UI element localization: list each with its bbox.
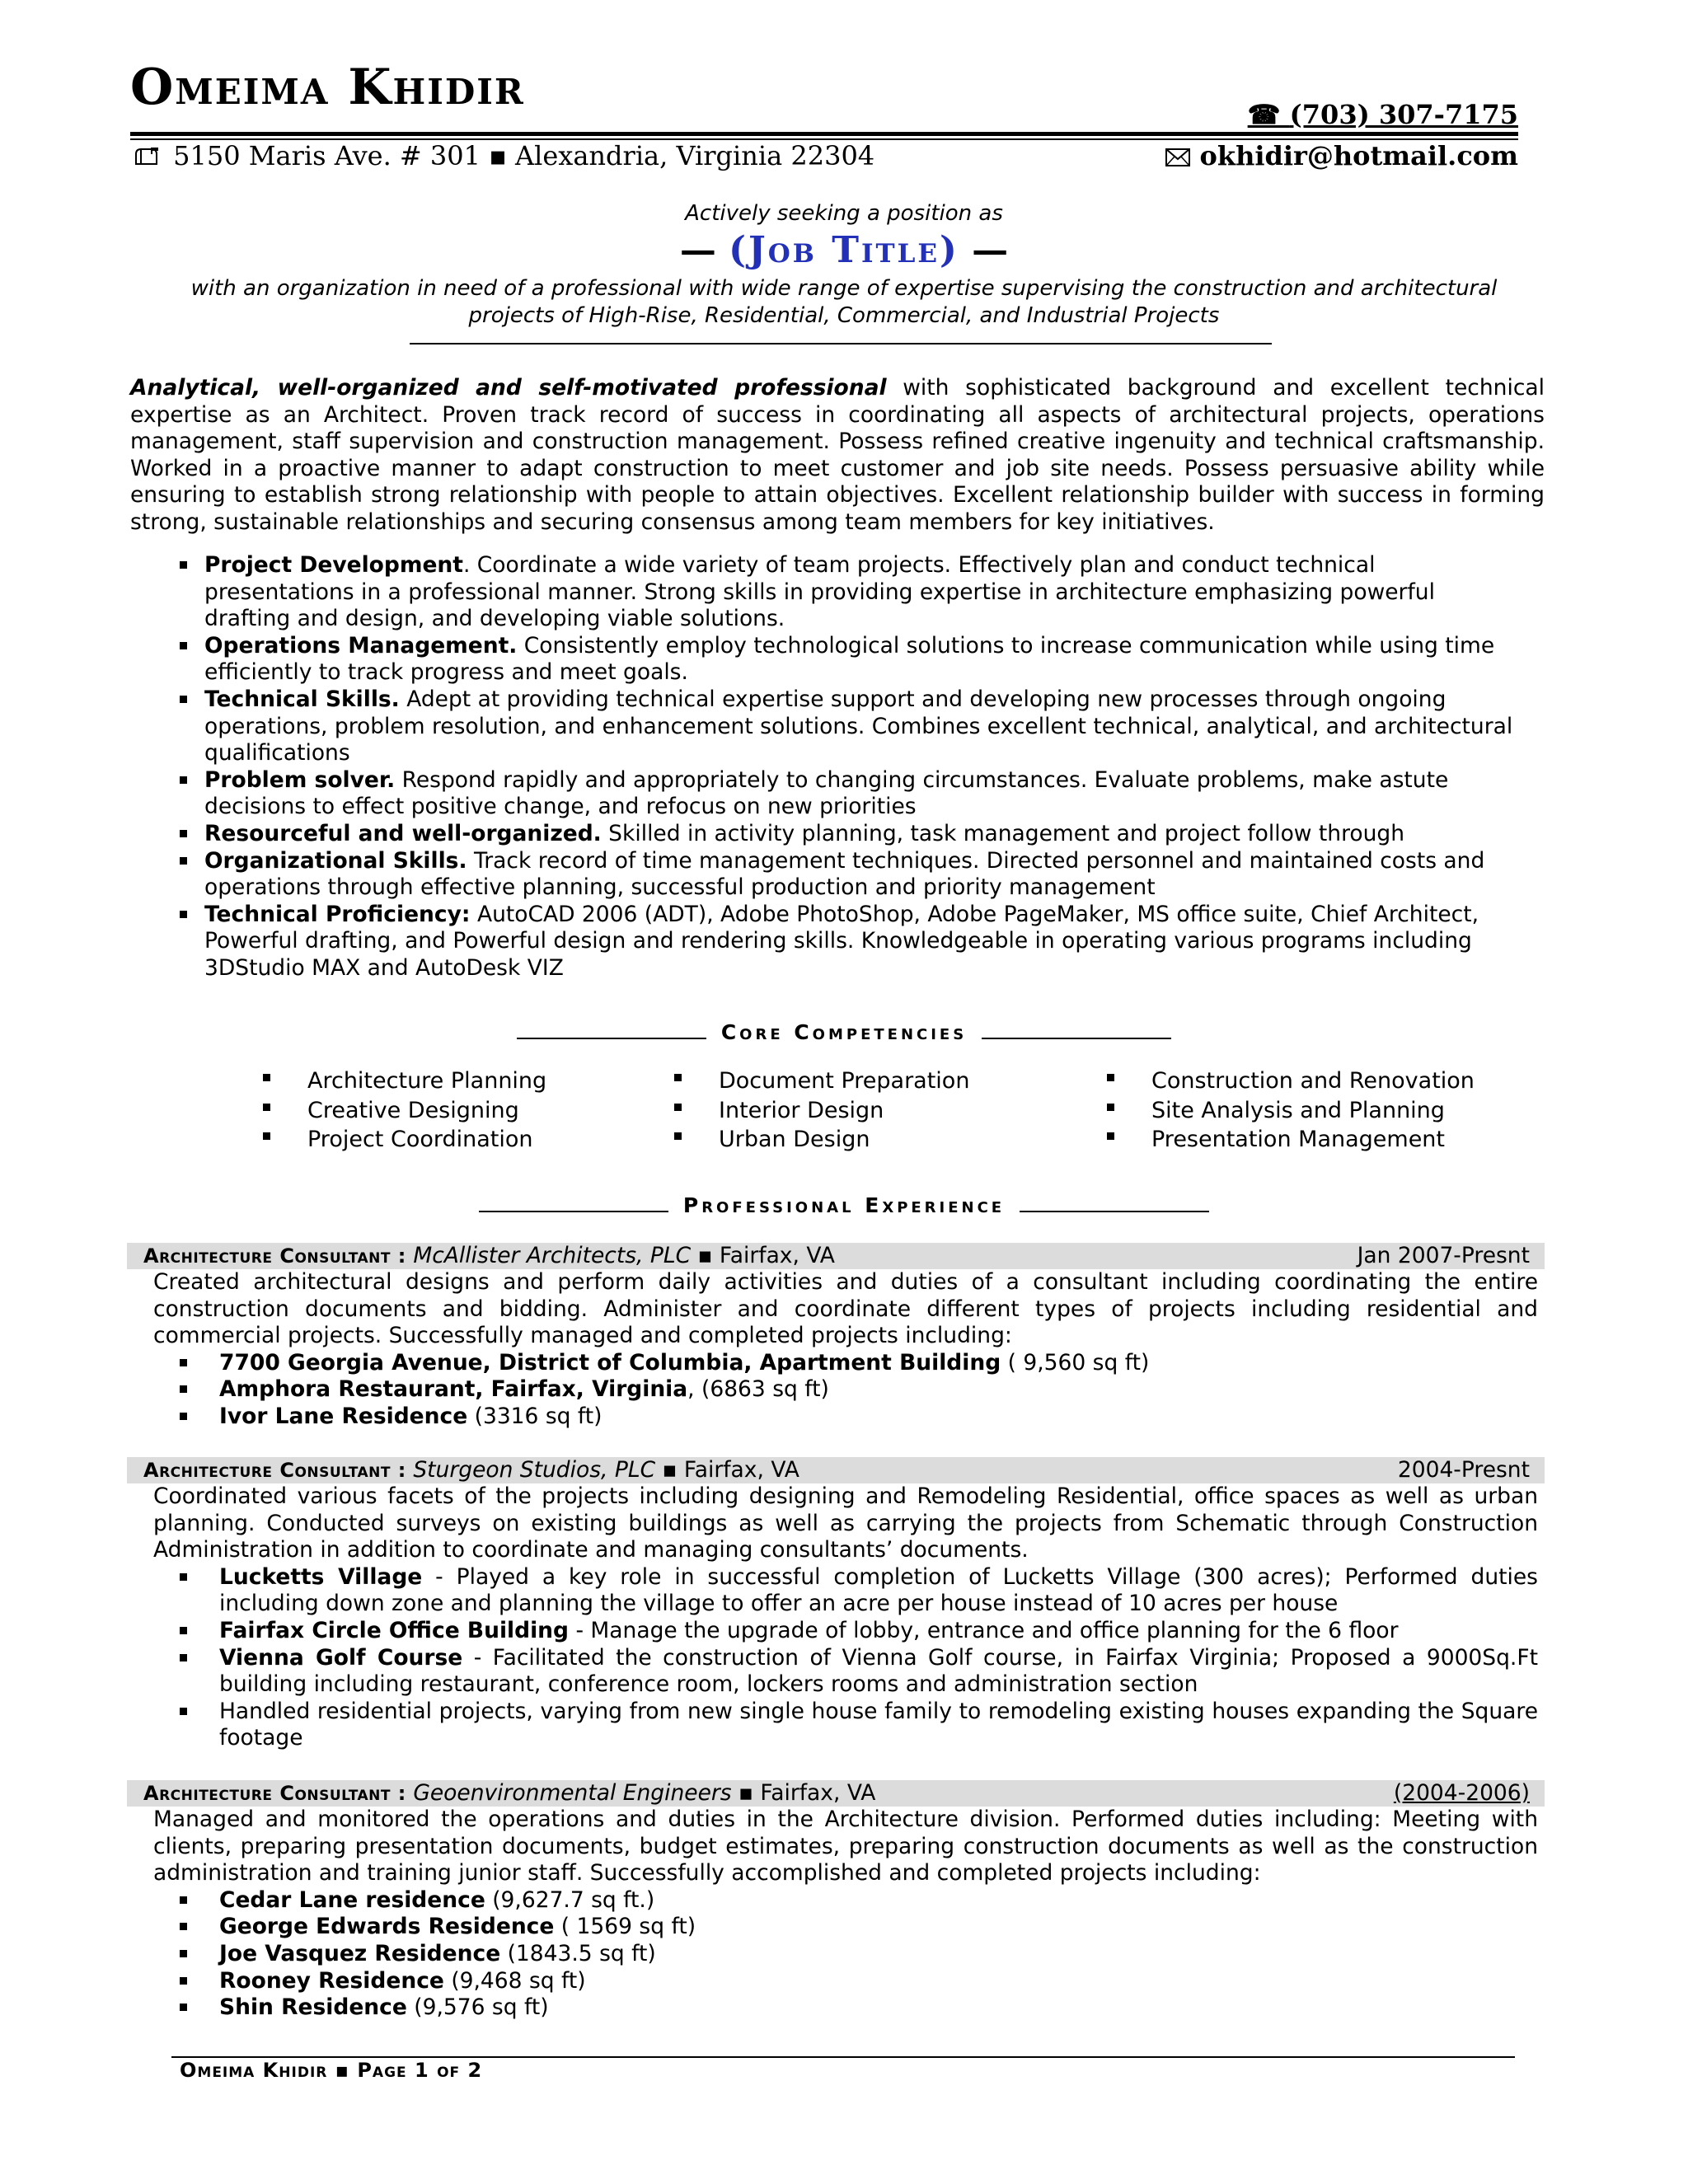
project-name: Cedar Lane residence — [219, 1886, 485, 1913]
skill-title: Technical Skills. — [204, 686, 400, 712]
experience-heading — [0, 1193, 1688, 1217]
core-item — [669, 1066, 1015, 1096]
job-entry — [153, 1269, 1538, 1431]
project-item — [153, 1350, 1538, 1377]
project-detail: (9,627.7 sq ft.) — [485, 1886, 655, 1913]
project-item — [153, 1645, 1538, 1699]
job-role: Architecture Consultant : — [143, 1459, 406, 1482]
project-name: Ivor Lane Residence — [219, 1403, 468, 1429]
job-company: McAllister Architects, PLC — [413, 1243, 692, 1268]
bullet-square-icon — [180, 1654, 187, 1661]
address-text: 5150 Maris Ave. # 301 ▪ Alexandria, Virginia 22304 — [173, 140, 875, 171]
skill-item — [130, 687, 1515, 767]
project-name: Lucketts Village — [219, 1563, 423, 1590]
resume-name: Omeima Khidir — [130, 59, 525, 116]
summary-text: with sophisticated background and excellent technical expertise as an Architect. Proven track record of success in coordinating all aspects of architectural projects, operations management, staff supervision and construction management. Possess refined creative ingenuity and technical craftsmanship. Worked in a proactive manner to adapt construction to meet customer and job site needs. Possess persuasive ability while ensuring to establish strong relationship with people to attain objectives. Excellent relationship builder with success in forming strong, sustainable relationships and securing consensus among team members for key initiatives. — [130, 375, 1545, 535]
bullet-square-icon — [1107, 1132, 1114, 1140]
bullet-square-icon — [674, 1074, 682, 1081]
project-name: 7700 Georgia Avenue, District of Columbia, Apartment Building — [219, 1349, 1001, 1376]
project-item — [153, 1564, 1538, 1618]
project-detail: (9,576 sq ft) — [406, 1994, 549, 2021]
job-company: Sturgeon Studios, PLC — [413, 1457, 656, 1483]
skill-item — [130, 633, 1515, 687]
job-entry — [153, 1807, 1538, 2022]
bullet-square-icon — [180, 1923, 187, 1930]
project-item — [153, 1968, 1538, 1995]
envelope-icon — [1165, 140, 1199, 171]
bullet-square-icon — [180, 1359, 187, 1366]
bullet-square-icon — [180, 1413, 187, 1420]
skill-text: Respond rapidly and appropriately to changing circumstances. Evaluate problems, make astute decisions to effect positive change, and refocus on new priorities — [204, 766, 1449, 820]
mailbox-icon — [134, 140, 165, 171]
bullet-square-icon — [180, 1385, 187, 1393]
project-item — [153, 1404, 1538, 1431]
job-title-text: (Job Title) — [729, 229, 959, 271]
bullet-square-icon — [180, 857, 187, 865]
project-item — [153, 1994, 1538, 2022]
job-location: ▪ Fairfax, VA — [655, 1457, 799, 1483]
core-item — [1102, 1066, 1475, 1096]
email-text[interactable]: okhidir@hotmail.com — [1199, 140, 1518, 171]
phone-number — [1248, 99, 1518, 130]
project-list — [153, 1564, 1538, 1752]
bullet-square-icon — [180, 1708, 187, 1715]
bullet-square-icon — [180, 830, 187, 837]
bullet-square-icon — [1107, 1074, 1114, 1081]
project-name: Amphora Restaurant, Fairfax, Virginia — [219, 1376, 688, 1403]
telephone-icon: ☎ — [1247, 99, 1281, 130]
core-item — [1102, 1125, 1448, 1155]
core-column-3 — [1102, 1066, 1475, 1155]
skill-title: Operations Management. — [204, 632, 518, 658]
project-detail: (1843.5 sq ft) — [500, 1940, 656, 1966]
project-item — [153, 1376, 1538, 1404]
summary-lead: Analytical, well-organized and self-motivated professional — [130, 375, 887, 401]
project-detail: (9,468 sq ft) — [443, 1967, 586, 1994]
bullet-square-icon — [180, 1896, 187, 1904]
skill-item — [130, 902, 1515, 982]
skills-list — [130, 552, 1515, 982]
bullet-square-icon — [180, 911, 187, 918]
job-dates: (2004-2006) — [1393, 1780, 1530, 1806]
project-list — [153, 1350, 1538, 1431]
bullet-square-icon — [674, 1104, 682, 1111]
skill-text: AutoCAD 2006 (ADT), Adobe PhotoShop, Adobe PageMaker, MS office suite, Chief Architect, Powerful drafting, and Powerful design and rendering skills. Knowledgeable in operating various programs including 3DStudio MAX and AutoDesk VIZ — [204, 901, 1479, 981]
seeking-line: Actively seeking a position as — [685, 201, 1003, 226]
footer-rule — [171, 2056, 1515, 2058]
bullet-square-icon — [180, 1950, 187, 1957]
bullet-square-icon — [180, 1977, 187, 1985]
experience-heading-text: Professional Experience — [682, 1193, 1006, 1217]
address — [134, 140, 874, 171]
job-header — [143, 1780, 1530, 1807]
email[interactable] — [1165, 140, 1518, 171]
core-item — [258, 1096, 604, 1126]
core-item-label: Site Analysis and Planning — [1151, 1097, 1445, 1123]
bullet-square-icon — [674, 1132, 682, 1140]
skill-text: . Coordinate a wide variety of team projects. Effectively plan and conduct technical presentations in a professional manner. Strong skills in providing expertise in architecture emphasizing powerful drafting and design, and developing viable solutions. — [204, 552, 1435, 632]
job-location: ▪ Fairfax, VA — [691, 1243, 835, 1268]
core-column-1 — [258, 1066, 604, 1155]
project-name: Vienna Golf Course — [219, 1644, 463, 1671]
bullet-square-icon — [180, 1627, 187, 1634]
objective-description: with an organization in need of a professional with wide range of expertise supervising the construction and architectural projects of High-Rise, Residential, Commercial, and Industrial Projects — [190, 276, 1498, 328]
project-detail: , (6863 sq ft) — [687, 1376, 829, 1403]
project-name: George Edwards Residence — [219, 1914, 555, 1940]
page-footer: Omeima Khidir ▪ Page 1 of 2 — [180, 2059, 483, 2082]
skill-text: Consistently employ technological solutions to increase communication while using time efficiently to track progress and meet goals. — [204, 632, 1495, 686]
project-name: Joe Vasquez Residence — [219, 1940, 501, 1966]
job-title-dash-left: — — [679, 229, 729, 271]
project-detail: ( 1569 sq ft) — [554, 1914, 696, 1940]
bullet-square-icon — [263, 1104, 270, 1111]
skill-text: Track record of time management techniques. Directed personnel and maintained costs and operations through effective planning, successful production and priority management — [204, 847, 1485, 901]
project-list — [153, 1887, 1538, 2022]
header-rule-thick — [130, 132, 1518, 136]
summary-paragraph — [130, 375, 1545, 537]
skill-title: Resourceful and well-organized. — [204, 820, 602, 846]
objective-divider — [410, 343, 1272, 344]
project-item — [153, 1941, 1538, 1968]
core-item-label: Interior Design — [719, 1097, 884, 1123]
project-name: Fairfax Circle Office Building — [219, 1617, 570, 1643]
project-name: Rooney Residence — [219, 1967, 444, 1994]
core-competencies-heading — [0, 1020, 1688, 1044]
skill-text: Adept at providing technical expertise support and developing new processes through ongoing operations, problem resolution, and enhancement solutions. Combines excellent technical, analytical, and architectural qualifications — [204, 686, 1513, 766]
core-item-label: Architecture Planning — [307, 1068, 547, 1094]
bullet-square-icon — [1107, 1104, 1114, 1111]
bullet-square-icon — [263, 1074, 270, 1081]
core-item-label: Project Coordination — [307, 1127, 533, 1152]
job-role: Architecture Consultant : — [143, 1782, 406, 1805]
skill-title: Project Development — [204, 552, 463, 578]
job-title — [0, 229, 1688, 271]
bullet-square-icon — [180, 1573, 187, 1581]
job-dates: 2004-Presnt — [1397, 1457, 1530, 1483]
skill-title: Organizational Skills. — [204, 847, 467, 874]
job-description: Managed and monitored the operations and duties in the Architecture division. Performed duties including: Meeting with clients, preparing presentation documents, budget estimates, preparing construction documents as well as the construction administration and training junior staff. Successfully accomplished and completed projects including: — [153, 1807, 1538, 1886]
core-item-label: Construction and Renovation — [1151, 1068, 1475, 1094]
skill-item — [130, 821, 1515, 848]
skill-title: Technical Proficiency: — [204, 901, 471, 927]
core-item — [258, 1125, 604, 1155]
skill-item — [130, 552, 1515, 633]
bullet-square-icon — [263, 1132, 270, 1140]
skill-title: Problem solver. — [204, 766, 396, 793]
job-header — [143, 1243, 1530, 1269]
skill-item — [130, 848, 1515, 902]
job-title-dash-right: — — [959, 229, 1009, 271]
project-item — [153, 1699, 1538, 1752]
skill-text: Skilled in activity planning, task management and project follow through — [601, 820, 1405, 846]
bullet-square-icon — [180, 2004, 187, 2011]
core-item-label: Presentation Management — [1151, 1127, 1446, 1152]
job-dates: Jan 2007-Presnt — [1357, 1243, 1530, 1268]
project-detail: - Facilitated the construction of Vienna Golf course, in Fairfax Virginia; Proposed a 9000Sq.Ft building including restaurant, conference room, lockers rooms and administration section — [219, 1644, 1538, 1698]
project-detail: - Manage the upgrade of lobby, entrance and office planning for the 6 floor — [569, 1617, 1399, 1643]
core-item — [1102, 1096, 1448, 1126]
core-heading-text: Core Competencies — [720, 1020, 968, 1044]
project-item — [153, 1618, 1538, 1645]
project-detail: ( 9,560 sq ft) — [1001, 1349, 1150, 1376]
project-name: Shin Residence — [219, 1994, 407, 2021]
phone-text: (703) 307-7175 — [1289, 99, 1518, 130]
job-description: Created architectural designs and perform daily activities and duties of a consultant including coordinating the entire construction documents and bidding. Administer and coordinate different types of projects including residential and commercial projects. Successfully managed and completed projects including: — [153, 1269, 1538, 1349]
job-description: Coordinated various facets of the projects including designing and Remodeling Residential, office spaces as well as urban planning. Conducted surveys on existing buildings as well as carrying the projects from Schematic through Construction Administration in addition to coordinate and managing consultants’ documents. — [153, 1483, 1538, 1563]
core-item — [669, 1125, 1015, 1155]
project-item — [153, 1914, 1538, 1941]
core-item-label: Creative Designing — [307, 1097, 519, 1123]
skill-item — [130, 767, 1515, 821]
core-item — [258, 1066, 604, 1096]
core-item-label: Urban Design — [719, 1127, 870, 1152]
job-location: ▪ Fairfax, VA — [731, 1780, 876, 1806]
job-entry — [153, 1483, 1538, 1752]
job-role: Architecture Consultant : — [143, 1244, 406, 1268]
bullet-square-icon — [180, 561, 187, 569]
bullet-square-icon — [180, 696, 187, 703]
job-company: Geoenvironmental Engineers — [413, 1780, 732, 1806]
job-header — [143, 1457, 1530, 1483]
core-item — [669, 1096, 1015, 1126]
project-detail: - Played a key role in successful completion of Lucketts Village (300 acres); Performed duties including down zone and planning the village to offer an acre per house instead of 10 acres per house — [219, 1563, 1538, 1617]
project-detail: (3316 sq ft) — [467, 1403, 603, 1429]
project-detail: Handled residential projects, varying from new single house family to remodeling existing houses expanding the Square footage — [219, 1698, 1538, 1751]
core-item-label: Document Preparation — [719, 1068, 970, 1094]
bullet-square-icon — [180, 642, 187, 649]
bullet-square-icon — [180, 776, 187, 784]
core-column-2 — [669, 1066, 1015, 1155]
project-item — [153, 1887, 1538, 1915]
